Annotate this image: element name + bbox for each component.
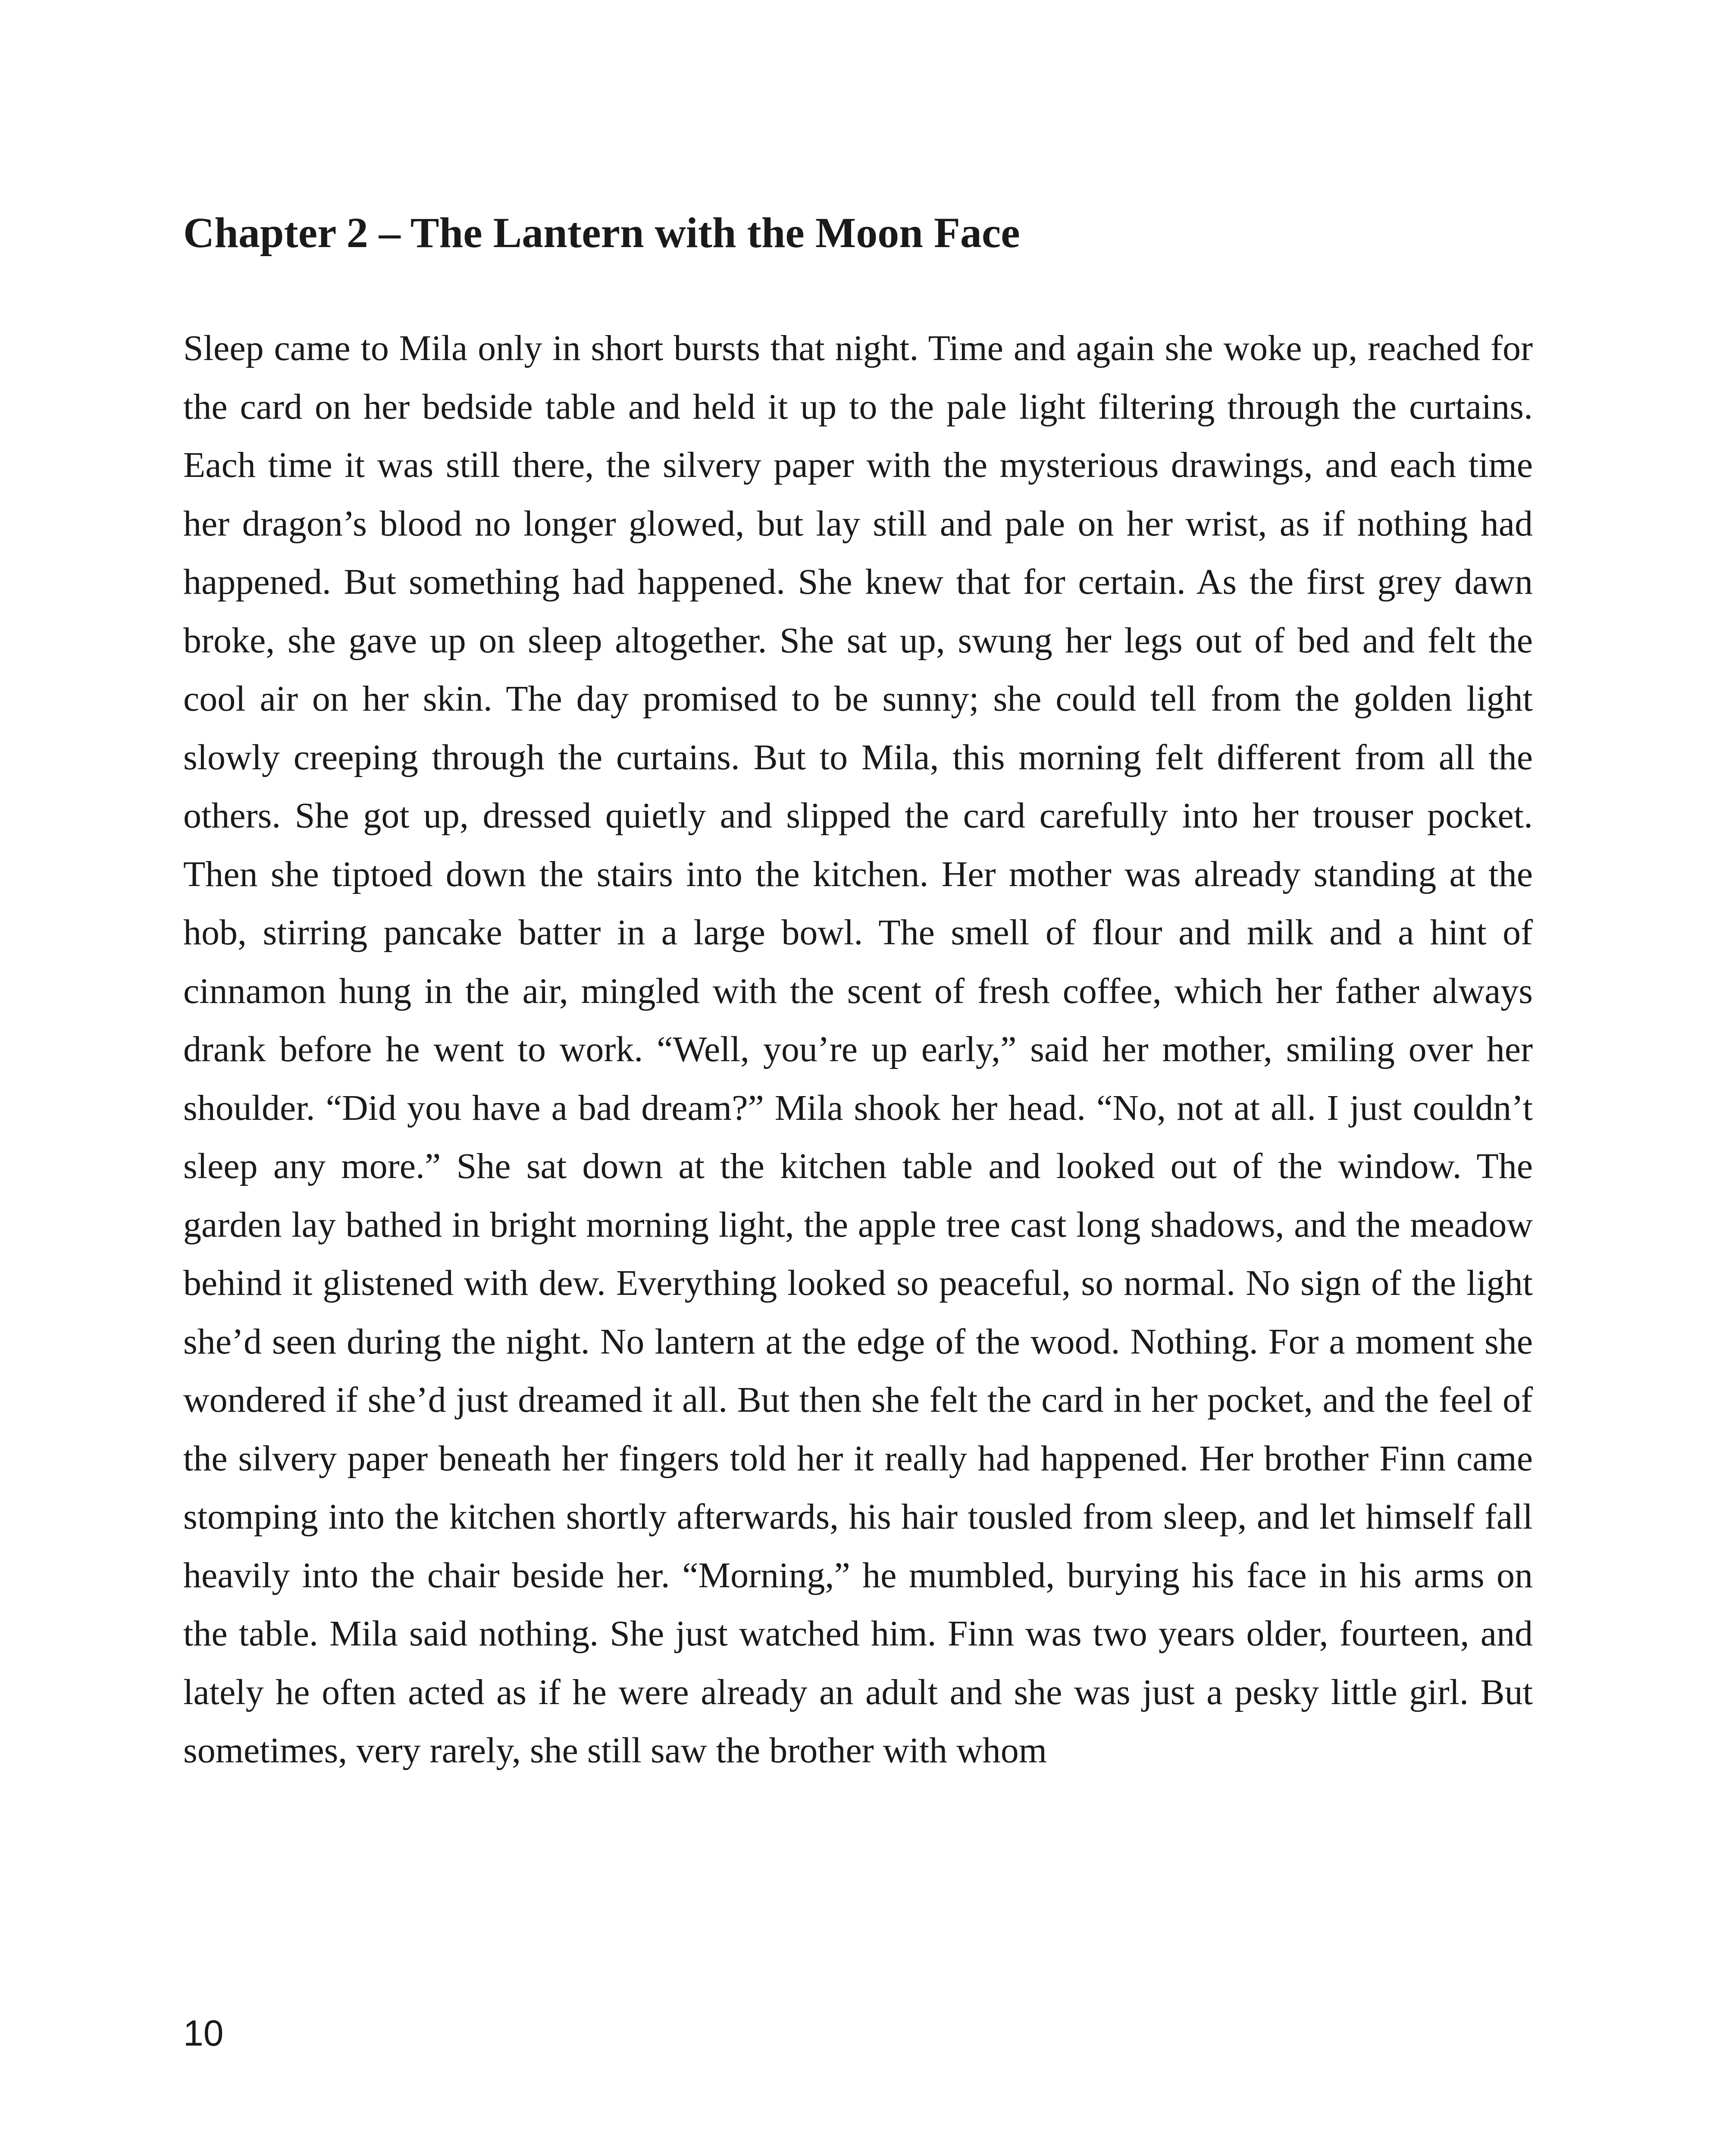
body-paragraph: Sleep came to Mila only in short bursts that night. Time and again she woke up, reached for the card on her bedside table and held it up to the pale light filtering through the curtains. Each time it was still there, the silvery paper with the mysterious drawings, and each time her dragon’s blood no longer glowed, but lay still and pale on her wrist, as if nothing had happened. But something had happened. She knew that for certain. As the first grey dawn broke, she gave up on sleep altogether. She sat up, swung her legs out of bed and felt the cool air on her skin. The day promised to be sunny; she could tell from the golden light slowly creeping through the curtains. But to Mila, this morning felt different from all the others. She got up, dressed quietly and slipped the card carefully into her trouser pocket. Then she tiptoed down the stairs into the kitchen. Her mother was already standing at the hob, stirring pancake batter in a large bowl. The smell of flour and milk and a hint of cinnamon hung in the air, mingled with the scent of fresh coffee, which her father always drank before he went to work. “Well, you’re up early,” said her mother, smiling over her shoulder. “Did you have a bad dream?” Mila shook her head. “No, not at all. I just couldn’t sleep any more.” She sat down at the kitchen table and looked out of the window. The garden lay bathed in bright morning light, the apple tree cast long shadows, and the meadow behind it glistened with dew. Everything looked so peaceful, so normal. No sign of the light she’d seen during the night. No lantern at the edge of the wood. Nothing. For a moment she wondered if she’d just dreamed it all. But then she felt the card in her pocket, and the feel of the silvery paper beneath her fingers told her it really had happened. Her brother Finn came stomping into the kitchen shortly afterwards, his hair tousled from sleep, and let himself fall heavily into the chair beside her. “Morning,” he mumbled, burying his face in his arms on the table. Mila said nothing. She just watched him. Finn was two years older, fourteen, and lately he often acted as if he were already an adult and she was just a pesky little girl. But sometimes, very rarely, she still saw the brother with whom xyxy=(183,328,1533,1771)
page-number: 10 xyxy=(183,2013,224,2053)
chapter-title: Chapter 2 – The Lantern with the Moon Face xyxy=(183,209,1020,257)
